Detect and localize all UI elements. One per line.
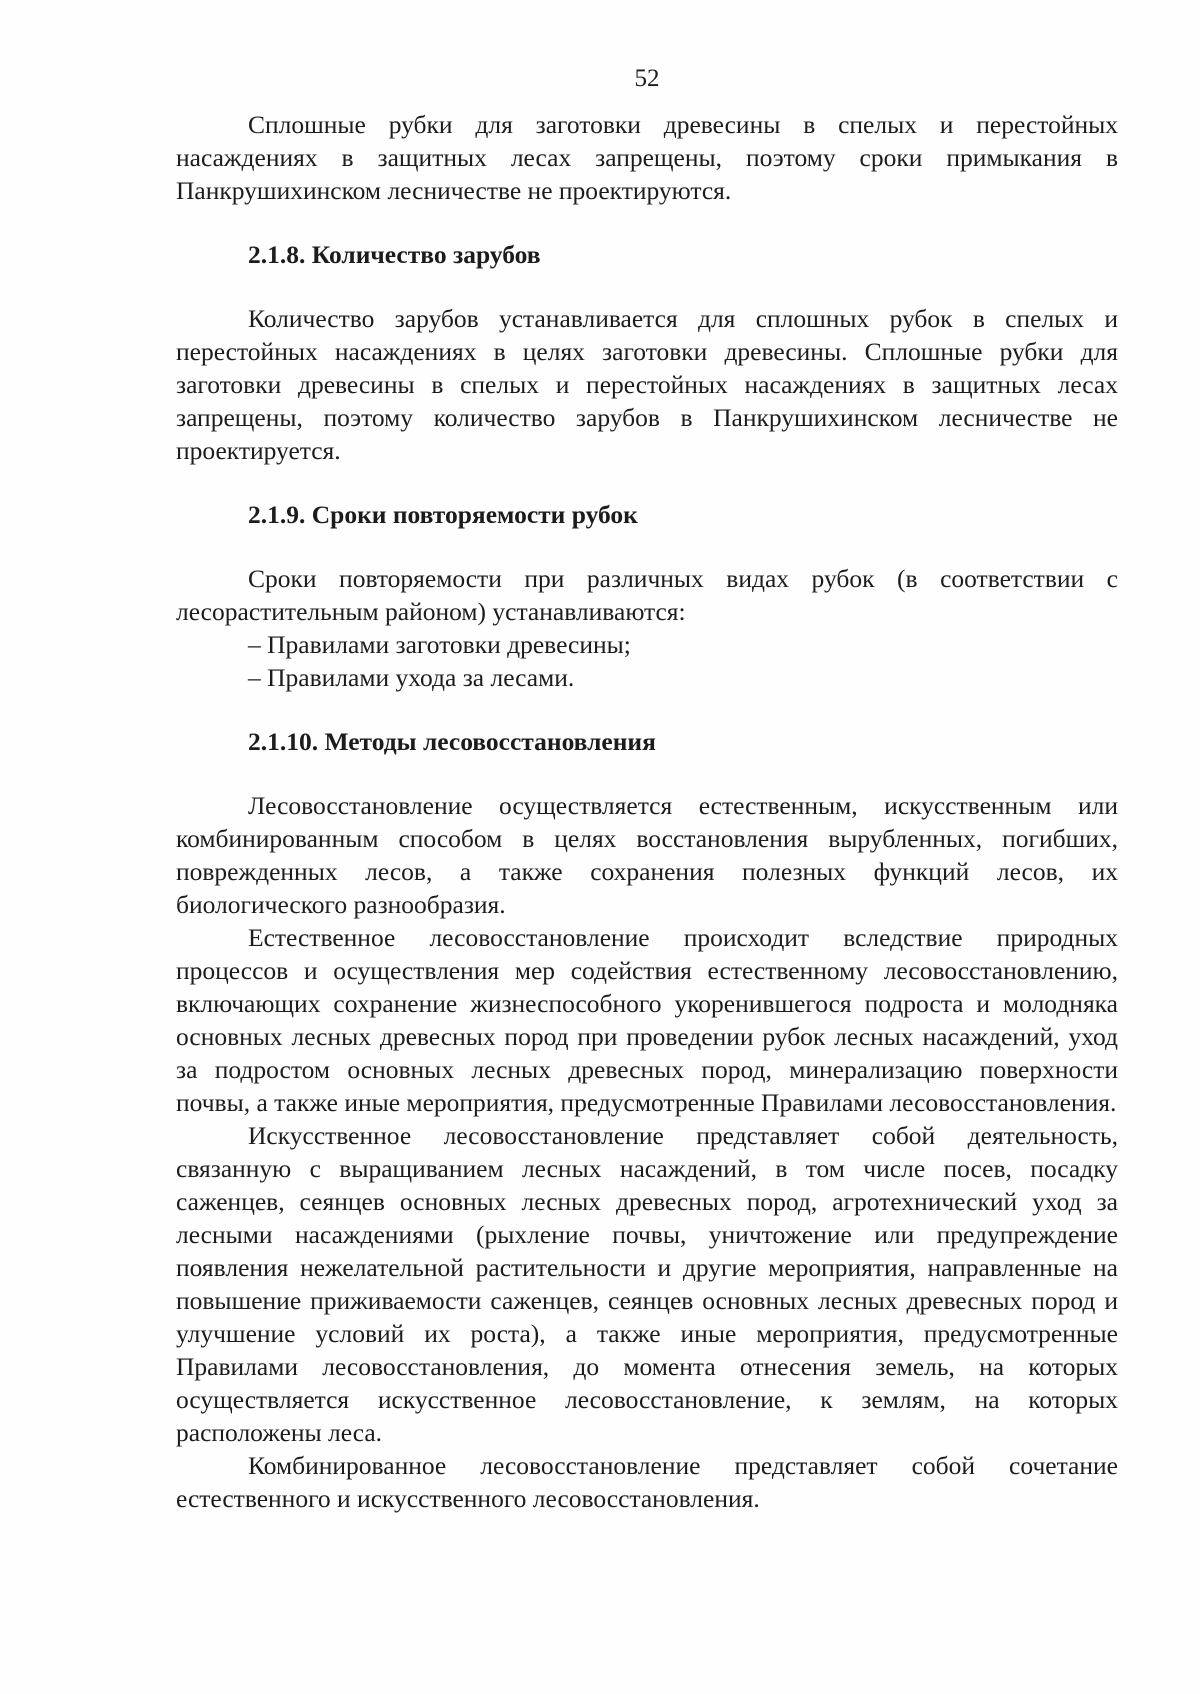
page-content bbox=[176, 64, 1118, 1515]
intro-paragraph: Сплошные рубки для заготовки древесины в спелых и перестойных насаждениях в защитных лесах запрещены, поэтому сроки примыкания в Панкрушихинском лесничестве не проектируются. bbox=[176, 110, 1118, 205]
section-2-1-10-paragraph: Искусственное лесовосстановление представляет собой деятельность, связанную с выращиванием лесных насаждений, в том числе посев, посадку саженцев, сеянцев основных лесных древесных пород, агротехнический уход за лесными насаждениями (рыхление почвы, уничтожение или предупреждение появления нежелательной растительности и другие мероприятия, направленные на повышение приживаемости саженцев, сеянцев основных лесных древесных пород и улучшение условий их роста), а также иные мероприятия, предусмотренные Правилами лесовосстановления, до момента отнесения земель, на которых осуществляется искусственное лесовосстановление, к землям, на которых расположены леса. bbox=[176, 1121, 1118, 1447]
list-item: – Правилами ухода за лесами. bbox=[248, 663, 575, 692]
section-heading-2-1-10: 2.1.10. Методы лесовосстановления bbox=[248, 727, 656, 756]
section-2-1-10-paragraph: Естественное лесовосстановление происходит вследствие природных процессов и осуществления мер содействия естественному лесовосстановлению, включающих сохранение жизнеспособного укоренившегося подроста и молодняка основных лесных древесных пород при проведении рубок лесных насаждений, уход за подростом основных лесных древесных пород, минерализацию поверхности почвы, а также иные мероприятия, предусмотренные Правилами лесовосстановления. bbox=[176, 923, 1118, 1117]
section-2-1-10-paragraph: Комбинированное лесовосстановление представляет собой сочетание естественного и искусственного лесовосстановления. bbox=[176, 1451, 1118, 1513]
section-2-1-8-paragraph: Количество зарубов устанавливается для сплошных рубок в спелых и перестойных насаждениях в целях заготовки древесины. Сплошные рубки для заготовки древесины в спелых и перестойных насаждениях в защитных лесах запрещены, поэтому количество зарубов в Панкрушихинском лесничестве не проектируется. bbox=[176, 304, 1118, 465]
list-item: – Правилами заготовки древесины; bbox=[248, 630, 631, 659]
section-heading-2-1-8: 2.1.8. Количество зарубов bbox=[248, 240, 541, 269]
page-number: 52 bbox=[634, 65, 660, 92]
section-2-1-10-paragraph: Лесовосстановление осуществляется естественным, искусственным или комбинированным способом в целях восстановления вырубленных, погибших, поврежденных лесов, а также сохранения полезных функций лесов, их биологического разнообразия. bbox=[176, 791, 1118, 919]
section-2-1-9-paragraph: Сроки повторяемости при различных видах рубок (в соответствии с лесорастительным районом) устанавливаются: bbox=[176, 564, 1118, 626]
section-heading-2-1-9: 2.1.9. Сроки повторяемости рубок bbox=[248, 500, 638, 529]
